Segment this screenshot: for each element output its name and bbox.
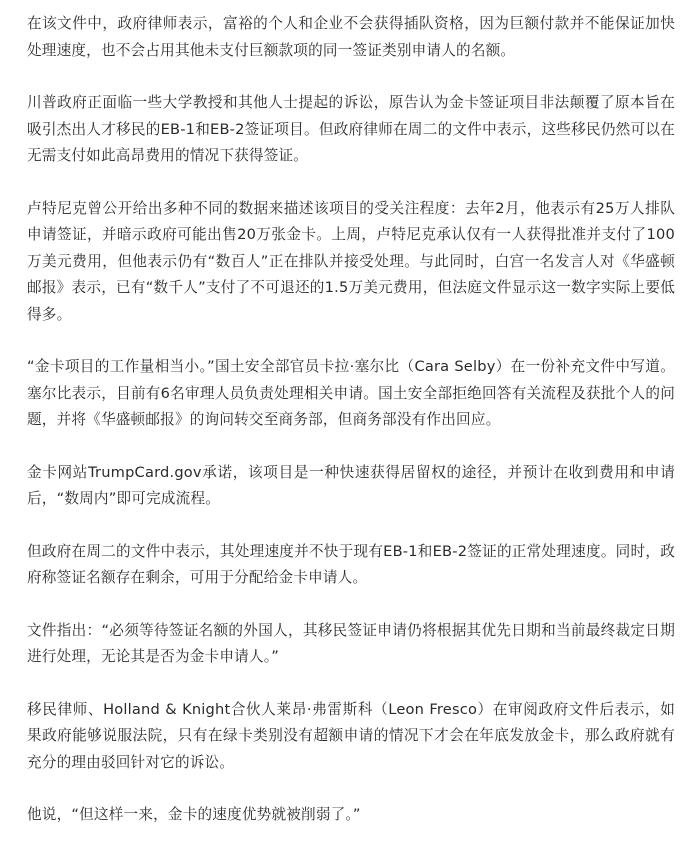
paragraph: 在该文件中，政府律师表示，富裕的个人和企业不会获得插队资格，因为巨额付款并不能保证加快处理速度，也不会占用其他未支付巨额款项的同一签证类别申请人的名额。 (27, 15, 675, 59)
paragraph: 但政府在周二的文件中表示，其处理速度并不快于现有EB-1和EB-2签证的正常处理速度。同时，政府称签证名额存在剩余，可用于分配给金卡申请人。 (27, 542, 675, 586)
paragraph: “金卡项目的工作量相当小。”国土安全部官员卡拉·塞尔比（Cara Selby）在一份补充文件中写道。塞尔比表示，目前有6名审理人员负责处理相关申请。国土安全部拒绝回答有关流程及获批个人的问题，并将《华盛顿邮报》的询问转交至商务部，但商务部没有作出回应。 (27, 358, 675, 428)
article-body (27, 11, 675, 855)
paragraph: 金卡网站TrumpCard.gov承诺，该项目是一种快速获得居留权的途径，并预计在收到费用和申请后，“数周内”即可完成流程。 (27, 463, 675, 507)
paragraph: 移民律师、Holland & Knight合伙人莱昂·弗雷斯科（Leon Fresco）在审阅政府文件后表示，如果政府能够说服法院，只有在绿卡类别没有超额申请的情况下才会在年底发放金卡，那么政府就有充分的理由驳回针对它的诉讼。 (27, 700, 675, 771)
paragraph: 川普政府正面临一些大学教授和其他人士提起的诉讼，原告认为金卡签证项目非法颠覆了原本旨在吸引杰出人才移民的EB-1和EB-2签证项目。但政府律师在周二的文件中表示，这些移民仍然可以在无需支付如此高昂费用的情况下获得签证。 (27, 94, 675, 164)
paragraph: 文件指出：“必须等待签证名额的外国人，其移民签证申请仍将根据其优先日期和当前最终裁定日期进行处理，无论其是否为金卡申请人。” (27, 621, 675, 665)
paragraph: 他说，“但这样一来，金卡的速度优势就被削弱了。” (27, 806, 361, 823)
paragraph: 卢特尼克曾公开给出多种不同的数据来描述该项目的受关注程度：去年2月，他表示有25万人排队申请签证，并暗示政府可能出售20万张金卡。上周，卢特尼克承认仅有一人获得批准并支付了100万美元费用，但他表示仍有“数百人”正在排队并接受处理。与此同时，白宫一名发言人对《华盛顿邮报》表示，已有“数千人”支付了不可退还的1.5万美元费用，但法庭文件显示这一数字实际上要低得多。 (27, 199, 675, 323)
